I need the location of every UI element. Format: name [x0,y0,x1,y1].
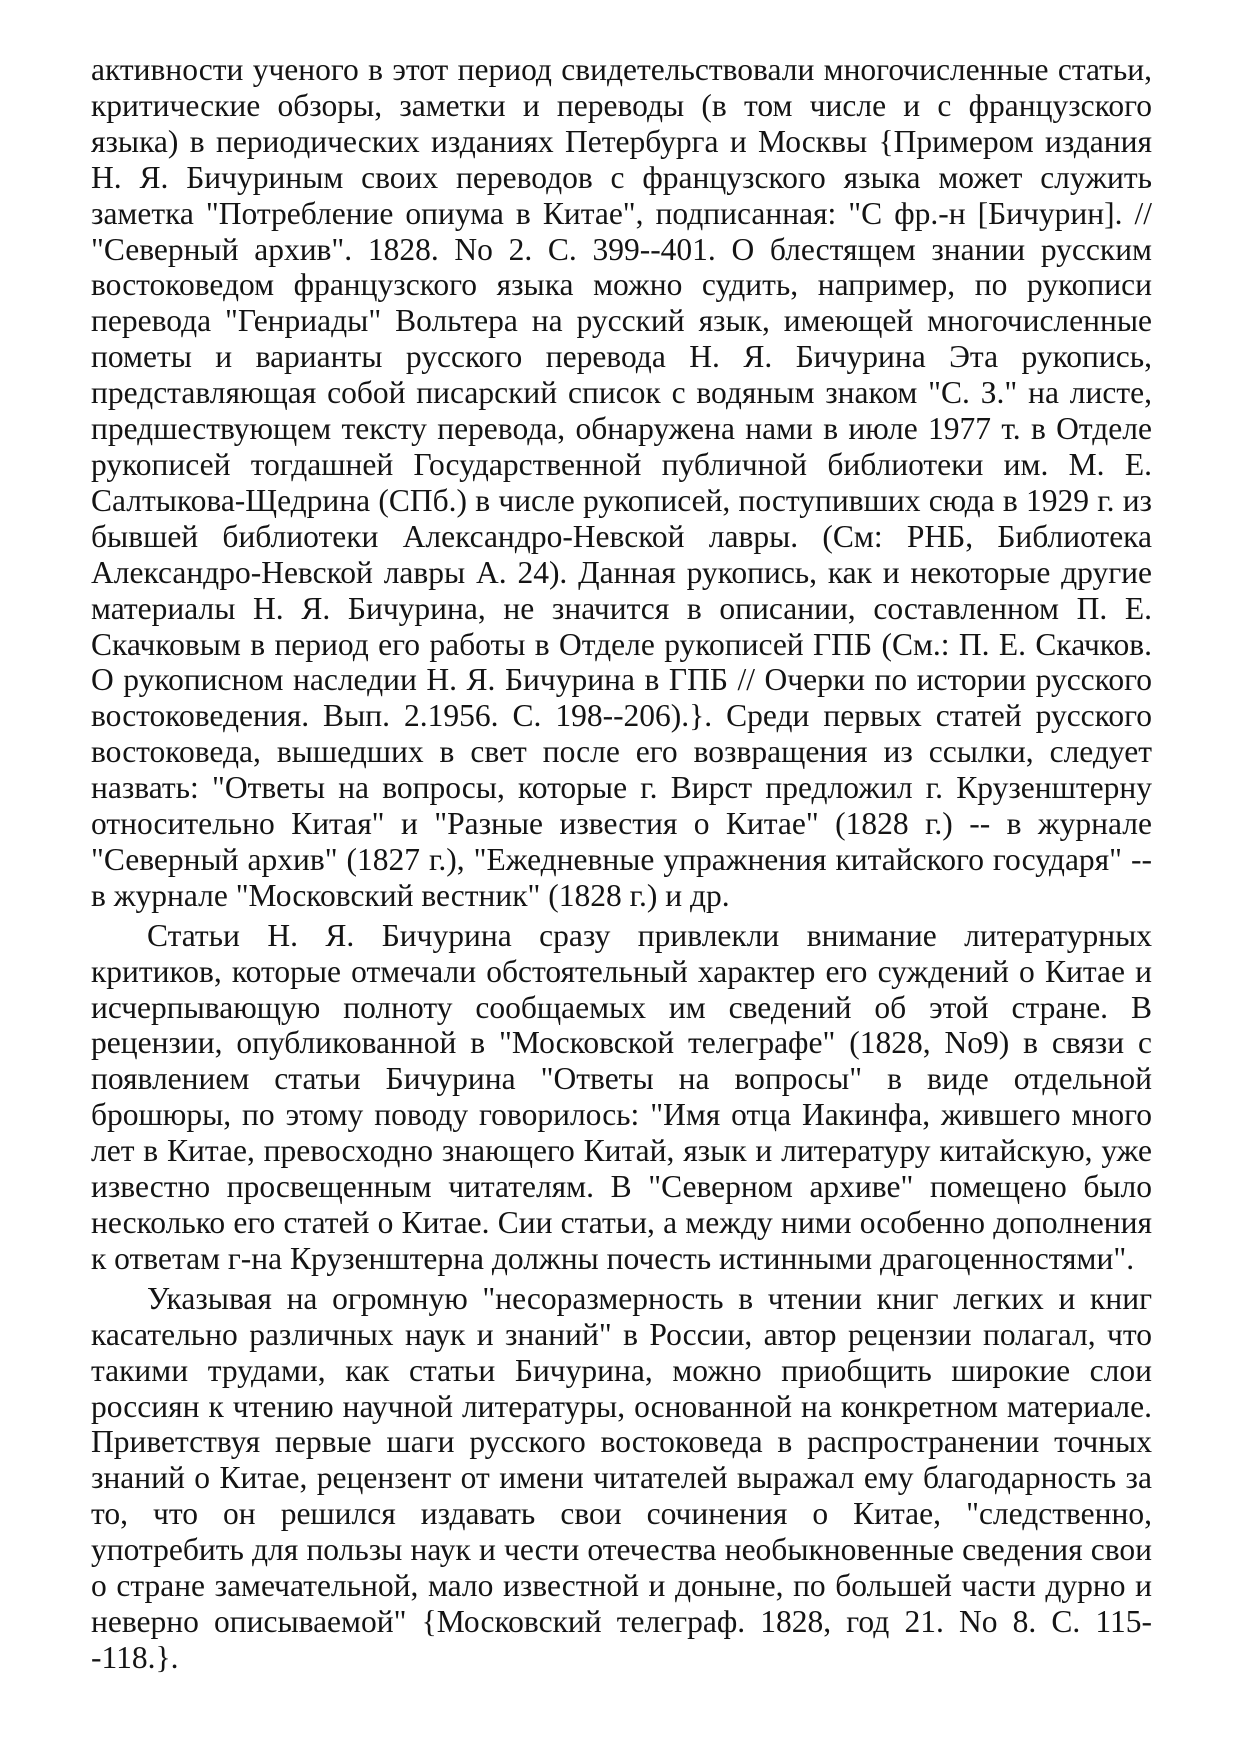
paragraph-continuation: активности ученого в этот период свидетельствовали многочисленные статьи, критические обзоры, заметки и переводы (в том числе и с французского языка) в периодических изданиях Петербурга и Москвы {Примером издания Н. Я. Бичуриным своих переводов с французского языка может служить заметка "Потребление опиума в Китае", подписанная: "С фр.-н [Бичурин]. // "Северный архив". 1828. No 2. С. 399--401. О блестящем знании русским востоковедом французского языка можно судить, например, по рукописи перевода "Генриады" Вольтера на русский язык, имеющей многочисленные пометы и варианты русского перевода Н. Я. Бичурина Эта рукопись, представляющая собой писарский список с водяным знаком "С. З." на листе, предшествующем тексту перевода, обнаружена нами в июле 1977 т. в Отделе рукописей тогдашней Государственной публичной библиотеки им. М. Е. Салтыкова-Щедрина (СПб.) в числе рукописей, поступивших сюда в 1929 г. из бывшей библиотеки Александро-Невской лавры. (См: РНБ, Библиотека Александро-Невской лавры А. 24). Данная рукопись, как и некоторые другие материалы Н. Я. Бичурина, не значится в описании, составленном П. Е. Скачковым в период его работы в Отделе рукописей ГПБ (См.: П. Е. Скачков. О рукописном наследии Н. Я. Бичурина в ГПБ // Очерки по истории русского востоковедения. Вып. 2.1956. С. 198--206).}. Среди первых статей русского востоковеда, вышедших в свет после его возвращения из ссылки, следует назвать: "Ответы на вопросы, которые г. Вирст предложил г. Крузенштерну относительно Китая" и "Разные известия о Китае" (1828 г.) -- в журнале "Северный архив" (1827 г.), "Ежедневные упражнения китайского государя" -- в журнале "Московский вестник" (1828 г.) и др. [91,52,1152,913]
document-page [91,52,1152,1676]
paragraph-critics: Статьи Н. Я. Бичурина сразу привлекли внимание литературных критиков, которые отмечали обстоятельный характер его суждений о Китае и исчерпывающую полноту сообщаемых им сведений об этой стране. В рецензии, опубликованной в "Московской телеграфе" (1828, No9) в связи с появлением статьи Бичурина "Ответы на вопросы" в виде отдельной брошюры, по этому поводу говорилось: "Имя отца Иакинфа, жившего много лет в Китае, превосходно знающего Китай, язык и литературу китайскую, уже известно просвещенным читателям. В "Северном архиве" помещено было несколько его статей о Китае. Сии статьи, а между ними особенно дополнения к ответам г-на Крузенштерна должны почесть истинными драгоценностями". [91,917,1152,1276]
paragraph-review: Указывая на огромную "несоразмерность в чтении книг легких и книг касательно различных наук и знаний" в России, автор рецензии полагал, что такими трудами, как статьи Бичурина, можно приобщить широкие слои россиян к чтению научной литературы, основанной на конкретном материале. Приветствуя первые шаги русского востоковеда в распространении точных знаний о Китае, рецензент от имени читателей выражал ему благодарность за то, что он решился издавать свои сочинения о Китае, "следственно, употребить для пользы наук и чести отечества необыкновенные сведения свои о стране замечательной, мало известной и доныне, по большей части дурно и неверно описываемой" {Московский телеграф. 1828, год 21. No 8. С. 115--118.}. [91,1280,1152,1675]
